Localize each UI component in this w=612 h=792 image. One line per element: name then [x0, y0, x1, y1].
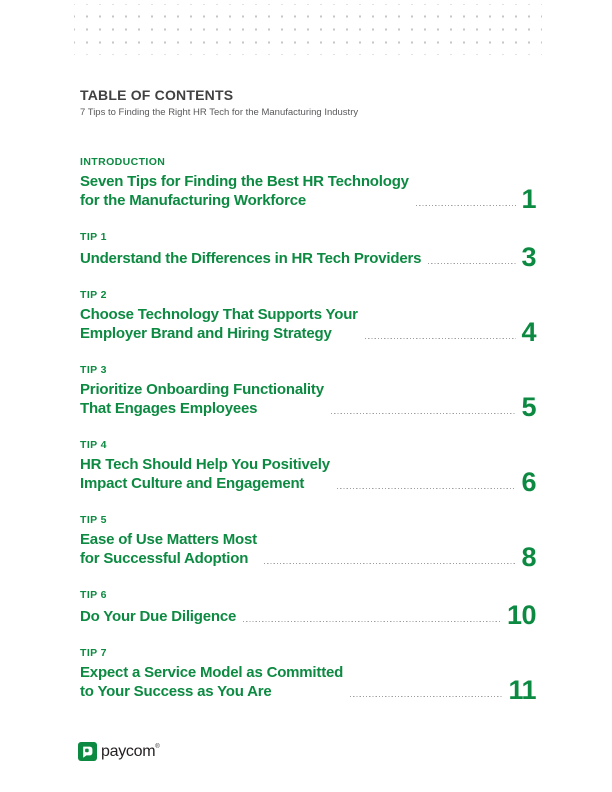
- toc-entry-label: TIP 6: [80, 589, 107, 602]
- toc-entry[interactable]: [80, 156, 536, 215]
- toc-entry-title: [80, 380, 324, 418]
- toc-entry-label: TIP 5: [80, 514, 107, 527]
- dotted-leader: [337, 487, 517, 489]
- toc-entry[interactable]: [80, 289, 536, 348]
- toc-entry-page-number: 11: [508, 675, 536, 706]
- toc-entry-page-number: 10: [506, 600, 536, 631]
- dotted-leader: [243, 620, 502, 622]
- paycom-logo-wordmark: paycom®: [101, 743, 160, 760]
- toc-list: [80, 156, 536, 706]
- toc-entry-row: [80, 242, 536, 273]
- toc-entry-title-line: That Engages Employees: [80, 400, 258, 418]
- footer: [78, 742, 159, 761]
- toc-entry[interactable]: [80, 364, 536, 423]
- toc-entry-title: [80, 530, 257, 568]
- toc-entry-title-line: for Successful Adoption: [80, 550, 249, 568]
- toc-entry-title: [80, 172, 409, 210]
- toc-entry-title-line: Ease of Use Matters Most: [80, 531, 257, 549]
- toc-entry-title-line: Choose Technology That Supports Your: [80, 306, 358, 324]
- dot-pattern-decoration: [74, 4, 542, 55]
- page-content: [80, 88, 536, 722]
- page-subtitle: 7 Tips to Finding the Right HR Tech for the Manufacturing Industry: [80, 107, 359, 119]
- toc-entry-page-number: 8: [521, 542, 536, 573]
- toc-entry-page-number: 5: [521, 392, 536, 423]
- toc-entry-title: [80, 249, 421, 268]
- toc-entry-row: [80, 305, 536, 348]
- toc-entry-title: [80, 663, 343, 701]
- toc-entry-title-line: Impact Culture and Engagement: [80, 475, 305, 493]
- toc-entry-label: TIP 1: [80, 231, 107, 244]
- toc-entry-title-line: Do Your Due Diligence: [80, 608, 237, 626]
- toc-entry-label: TIP 4: [80, 439, 107, 452]
- toc-entry-label: TIP 2: [80, 289, 107, 302]
- toc-entry-label: INTRODUCTION: [80, 156, 166, 169]
- toc-entry-row: [80, 172, 536, 215]
- dotted-leader: [331, 412, 517, 414]
- toc-entry[interactable]: [80, 231, 536, 273]
- toc-entry-title-line: Prioritize Onboarding Functionality: [80, 381, 324, 399]
- toc-entry[interactable]: [80, 589, 536, 631]
- toc-entry-row: [80, 600, 536, 631]
- toc-entry-title-line: HR Tech Should Help You Positively: [80, 456, 330, 474]
- toc-entry-row: [80, 663, 536, 706]
- toc-entry-row: [80, 380, 536, 423]
- dotted-leader: [264, 562, 517, 564]
- toc-entry-title-line: Seven Tips for Finding the Best HR Technology: [80, 173, 409, 191]
- dotted-leader: [428, 262, 516, 264]
- toc-entry-title-line: to Your Success as You Are: [80, 683, 272, 701]
- registered-trademark-symbol: ®: [155, 744, 160, 750]
- dotted-leader: [365, 337, 517, 339]
- toc-entry-page-number: 1: [521, 184, 536, 215]
- toc-entry[interactable]: [80, 514, 536, 573]
- page-title: TABLE OF CONTENTS: [80, 87, 234, 103]
- toc-entry-page-number: 4: [521, 317, 536, 348]
- paycom-logo-icon: [78, 742, 97, 761]
- toc-entry[interactable]: [80, 647, 536, 706]
- toc-entry-title: [80, 305, 358, 343]
- toc-entry-title-line: Expect a Service Model as Committed: [80, 664, 344, 682]
- dotted-leader: [416, 204, 517, 206]
- toc-entry-title-line: for the Manufacturing Workforce: [80, 192, 307, 210]
- toc-entry-row: [80, 455, 536, 498]
- toc-entry-row: [80, 530, 536, 573]
- toc-entry-page-number: 6: [521, 467, 536, 498]
- dotted-leader: [350, 695, 503, 697]
- toc-entry-title: [80, 607, 236, 626]
- toc-entry-title-line: Understand the Differences in HR Tech Providers: [80, 250, 422, 268]
- toc-entry-title: [80, 455, 330, 493]
- toc-entry-label: TIP 3: [80, 364, 107, 377]
- toc-entry-title-line: Employer Brand and Hiring Strategy: [80, 325, 332, 343]
- toc-entry-page-number: 3: [521, 242, 536, 273]
- toc-entry[interactable]: [80, 439, 536, 498]
- toc-entry-label: TIP 7: [80, 647, 107, 660]
